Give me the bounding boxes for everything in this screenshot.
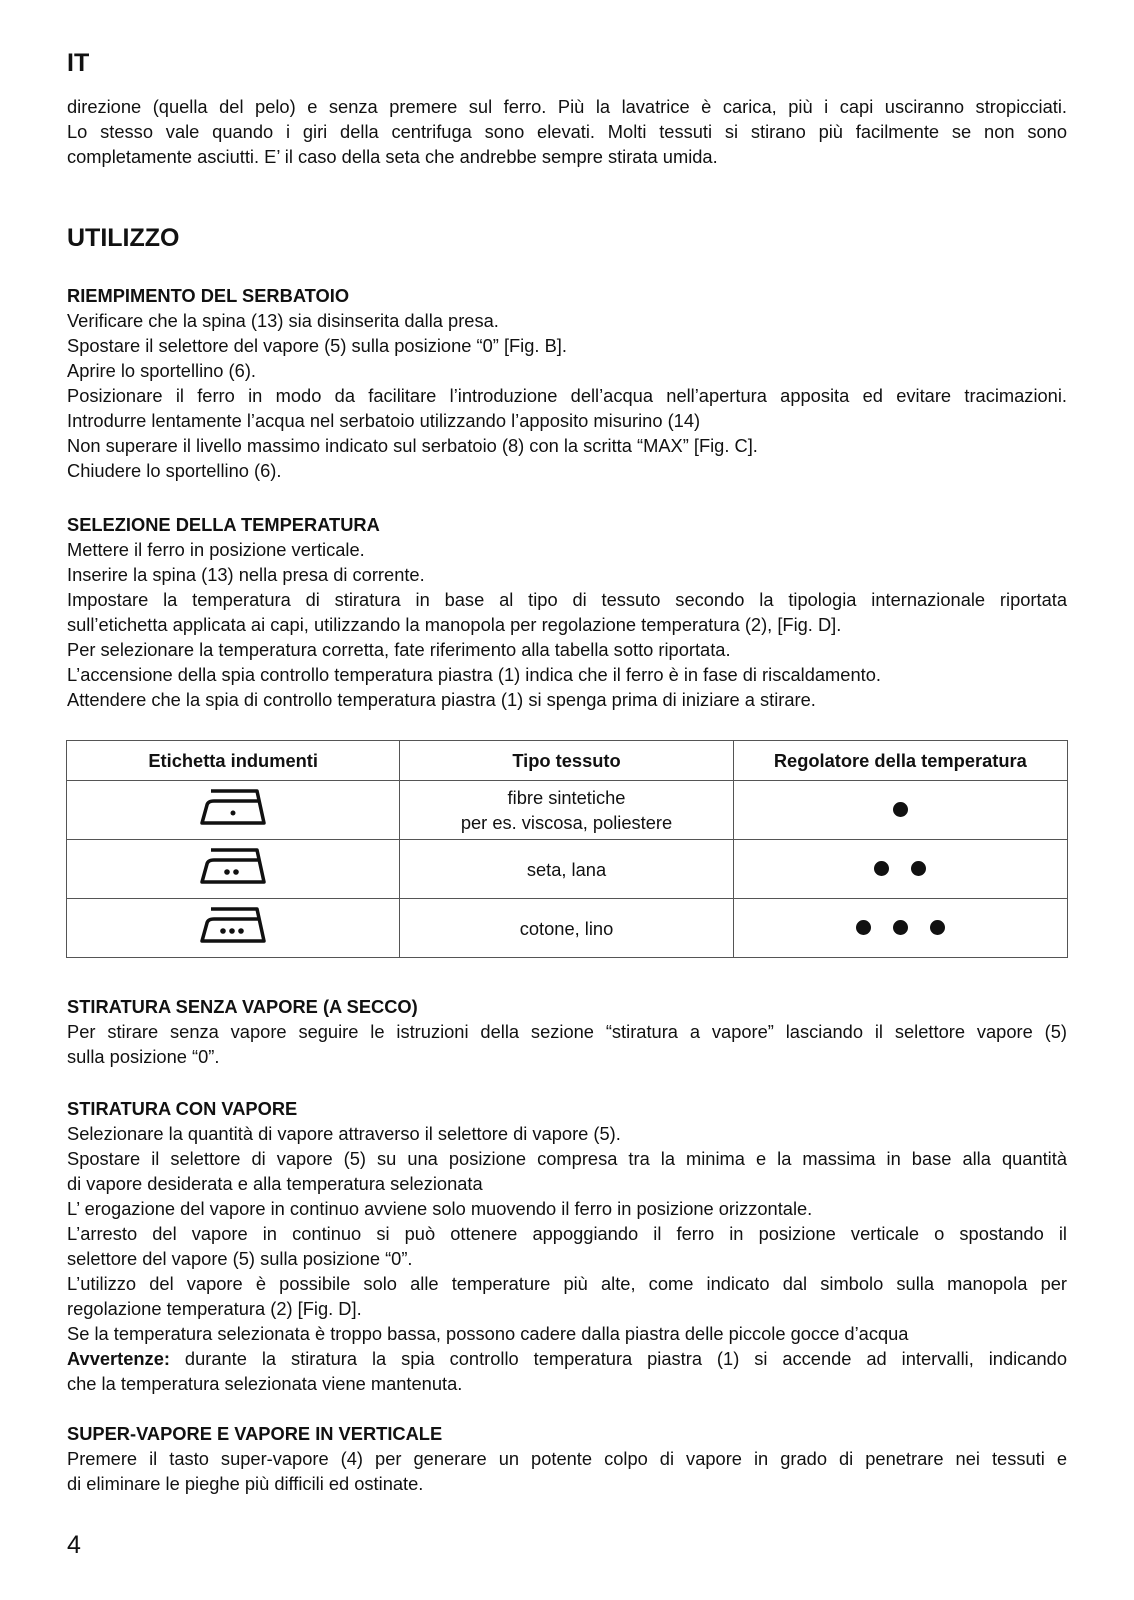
- label-cell: [67, 840, 400, 899]
- regulator-cell: [733, 781, 1067, 840]
- text-line: completamente asciutti. E’ il caso della seta che andrebbe sempre stirata umida.: [67, 146, 718, 167]
- temperature-dots: [856, 920, 945, 935]
- text-line: Inserire la spina (13) nella presa di corrente.: [67, 564, 425, 585]
- dot-icon: [930, 920, 945, 935]
- dot-icon: [911, 861, 926, 876]
- table-row: [67, 899, 1068, 958]
- fabric-cell: [400, 840, 733, 899]
- iron-one-dot-icon: [199, 787, 267, 833]
- regulator-cell: [733, 840, 1067, 899]
- text-line: L’arresto del vapore in continuo si può ottenere appoggiando il ferro in posizione verticale o spostando il: [67, 1223, 1067, 1244]
- dot-icon: [893, 802, 908, 817]
- text-line: direzione (quella del pelo) e senza premere sul ferro. Più la lavatrice è carica, più i capi usciranno stropicciati.: [67, 96, 1067, 117]
- iron-two-dots-icon: [199, 846, 267, 892]
- super-heading: SUPER-VAPORE E VAPORE IN VERTICALE: [67, 1423, 443, 1444]
- selezione-section: [67, 512, 1067, 712]
- text-line: regolazione temperatura (2) [Fig. D].: [67, 1298, 362, 1319]
- label-cell: [67, 781, 400, 840]
- text-line: Spostare il selettore del vapore (5) sulla posizione “0” [Fig. B].: [67, 335, 567, 356]
- language-label: IT: [67, 49, 90, 77]
- text-line: sulla posizione “0”.: [67, 1046, 220, 1067]
- text-line: Mettere il ferro in posizione verticale.: [67, 539, 365, 560]
- warning-line: [67, 1346, 1067, 1371]
- column-header: Regolatore della temperatura: [733, 741, 1067, 781]
- vapore-heading: STIRATURA CON VAPORE: [67, 1098, 298, 1119]
- text-line: Aprire lo sportellino (6).: [67, 360, 256, 381]
- temperature-table: [66, 740, 1068, 958]
- text-line: Introdurre lentamente l’acqua nel serbatoio utilizzando l’apposito misurino (14): [67, 410, 701, 431]
- fabric-text: per es. viscosa, poliestere: [460, 812, 673, 833]
- fabric-text: fibre sintetiche: [507, 787, 626, 808]
- column-header: Etichetta indumenti: [67, 741, 400, 781]
- label-cell: [67, 899, 400, 958]
- dot-icon: [874, 861, 889, 876]
- fabric-cell: [400, 899, 733, 958]
- text-line: di eliminare le pieghe più difficili ed ostinate.: [67, 1473, 424, 1494]
- fabric-text: cotone, lino: [519, 917, 614, 939]
- page-number: 4: [67, 1531, 81, 1559]
- riempimento-heading: RIEMPIMENTO DEL SERBATOIO: [67, 285, 350, 306]
- selezione-heading: SELEZIONE DELLA TEMPERATURA: [67, 514, 380, 535]
- text-line: Non superare il livello massimo indicato sul serbatoio (8) con la scritta “MAX” [Fig. C].: [67, 435, 758, 456]
- text-line: Se la temperatura selezionata è troppo bassa, possono cadere dalla piastra delle piccole gocce d’acqua: [67, 1323, 909, 1344]
- text-line: che la temperatura selezionata viene mantenuta.: [67, 1373, 463, 1394]
- text-line: Lo stesso vale quando i giri della centrifuga sono elevati. Molti tessuti si stirano più facilmente se non sono: [67, 121, 1067, 142]
- text-line: sull’etichetta applicata ai capi, utilizzando la manopola per regolazione temperatura (2), [Fig. D].: [67, 614, 842, 635]
- text-line: Per stirare senza vapore seguire le istruzioni della sezione “stiratura a vapore” lasciando il selettore vapore (5): [67, 1021, 1067, 1042]
- vapore-section: [67, 1096, 1067, 1396]
- text-line: Per selezionare la temperatura corretta, fate riferimento alla tabella sotto riportata.: [67, 639, 731, 660]
- dot-icon: [893, 920, 908, 935]
- super-section: [67, 1421, 1067, 1496]
- warning-text: durante la stiratura la spia controllo temperatura piastra (1) si accende ad intervalli, indicando: [169, 1348, 1067, 1369]
- regulator-cell: [733, 899, 1067, 958]
- table-row: [67, 781, 1068, 840]
- text-line: L’accensione della spia controllo temperatura piastra (1) indica che il ferro è in fase di riscaldamento.: [67, 664, 881, 685]
- section-title: UTILIZZO: [67, 224, 180, 252]
- text-line: selettore del vapore (5) sulla posizione “0”.: [67, 1248, 413, 1269]
- table-row: [67, 840, 1068, 899]
- dot-icon: [856, 920, 871, 935]
- text-line: Chiudere lo sportellino (6).: [67, 460, 282, 481]
- fabric-cell: [400, 781, 733, 840]
- warning-label: Avvertenze:: [67, 1348, 170, 1369]
- text-line: Verificare che la spina (13) sia disinserita dalla presa.: [67, 310, 499, 331]
- intro-paragraph: [67, 94, 1067, 169]
- text-line: Selezionare la quantità di vapore attraverso il selettore di vapore (5).: [67, 1123, 621, 1144]
- text-line: di vapore desiderata e alla temperatura selezionata: [67, 1173, 483, 1194]
- text-line: L’ erogazione del vapore in continuo avviene solo muovendo il ferro in posizione orizzontale.: [67, 1198, 813, 1219]
- text-line: Impostare la temperatura di stiratura in base al tipo di tessuto secondo la tipologia internazionale riportata: [67, 589, 1067, 610]
- table-header-row: [67, 741, 1068, 781]
- secco-heading: STIRATURA SENZA VAPORE (A SECCO): [67, 996, 418, 1017]
- secco-section: [67, 994, 1067, 1069]
- iron-three-dots-icon: [199, 905, 267, 951]
- text-line: Spostare il selettore di vapore (5) su una posizione compresa tra la minima e la massima in base alla quantità: [67, 1148, 1067, 1169]
- text-line: Posizionare il ferro in modo da facilitare l’introduzione dell’acqua nell’apertura apposita ed evitare tracimazioni.: [67, 385, 1067, 406]
- temperature-dots: [893, 802, 908, 817]
- temperature-dots: [874, 861, 926, 876]
- column-header: Tipo tessuto: [400, 741, 733, 781]
- text-line: Premere il tasto super-vapore (4) per generare un potente colpo di vapore in grado di penetrare nei tessuti e: [67, 1448, 1067, 1469]
- fabric-text: seta, lana: [526, 858, 607, 880]
- text-line: Attendere che la spia di controllo temperatura piastra (1) si spenga prima di iniziare a stirare.: [67, 689, 816, 710]
- text-line: L’utilizzo del vapore è possibile solo alle temperature più alte, come indicato dal simbolo sulla manopola per: [67, 1273, 1067, 1294]
- riempimento-section: [67, 283, 1067, 483]
